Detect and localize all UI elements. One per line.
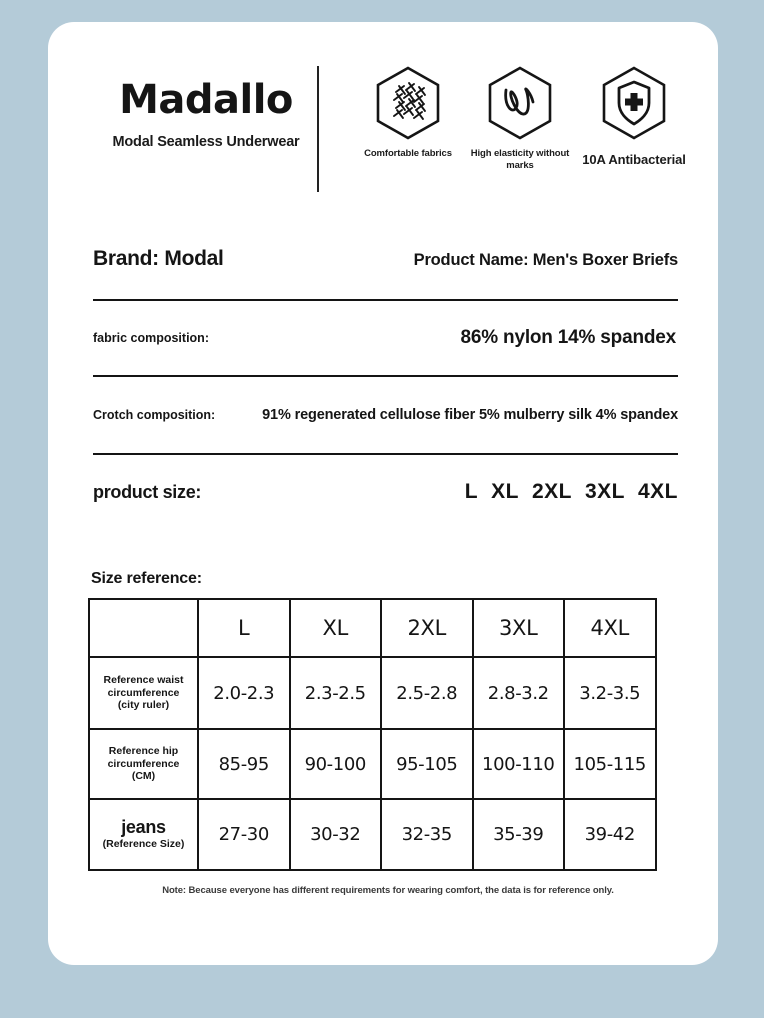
row-header-line: Reference hip (108, 745, 179, 758)
brand-tagline: Modal Seamless Underwear (112, 134, 300, 150)
table-cell: 2.8-3.2 (473, 657, 565, 729)
fabric-composition-value: 86% nylon 14% spandex (460, 327, 676, 348)
row-header-line: circumference (107, 686, 180, 699)
row-header-hip-circumference (89, 729, 198, 799)
weave-fabric-icon (354, 62, 462, 144)
product-info-card (48, 22, 718, 965)
table-cell: 90-100 (290, 729, 382, 799)
feature-label: Comfortable fabrics (364, 148, 452, 159)
column-header-xl: XL (290, 599, 382, 657)
feature-label: 10A Antibacterial (582, 152, 686, 167)
table-cell: 2.0-2.3 (198, 657, 290, 729)
table-row (89, 799, 656, 870)
row-header-line: Reference waist (103, 674, 184, 687)
spec-row-fabric-composition (93, 301, 678, 375)
table-cell: 85-95 (198, 729, 290, 799)
column-header-4xl: 4XL (564, 599, 656, 657)
size-reference-table (88, 598, 657, 871)
feature-antibacterial (580, 62, 688, 168)
product-size-values (465, 480, 678, 504)
product-spec-list (93, 247, 678, 529)
fabric-composition-label: fabric composition: (93, 331, 209, 345)
spec-row-crotch-composition (93, 377, 678, 453)
row-header-jeans-size (89, 799, 198, 870)
column-header-l: L (198, 599, 290, 657)
feature-comfortable-fabrics (354, 62, 462, 160)
size-reference-title: Size reference: (91, 570, 202, 587)
elastic-wave-icon (466, 62, 574, 144)
header-vertical-divider (317, 66, 319, 192)
size-table-note: Note: Because everyone has different requirements for wearing comfort, the data is for reference only. (162, 885, 614, 896)
row-header-line: (city ruler) (117, 699, 170, 712)
table-cell: 95-105 (381, 729, 473, 799)
brand-logo-block (101, 77, 311, 150)
product-size-option: 2XL (531, 480, 572, 503)
product-size-option: 4XL (637, 480, 678, 503)
product-size-option: L (464, 480, 479, 503)
table-cell: 105-115 (564, 729, 656, 799)
crotch-composition-label: Crotch composition: (93, 408, 216, 422)
row-header-line: (Reference Size) (102, 838, 185, 851)
spec-row-brand (93, 247, 678, 299)
table-cell: 39-42 (564, 799, 656, 870)
product-size-option: XL (491, 480, 519, 503)
card-header (48, 62, 718, 222)
table-cell: 2.3-2.5 (290, 657, 382, 729)
table-cell: 27-30 (198, 799, 290, 870)
size-reference-section (88, 570, 688, 896)
product-name-value: Product Name: Men's Boxer Briefs (413, 251, 678, 269)
table-row (89, 729, 656, 799)
table-cell: 100-110 (473, 729, 565, 799)
feature-label: High elasticity without marks (470, 148, 570, 171)
table-row (89, 657, 656, 729)
feature-high-elasticity (466, 62, 574, 172)
column-header-2xl: 2XL (381, 599, 473, 657)
table-cell: 3.2-3.5 (564, 657, 656, 729)
shield-plus-icon (580, 62, 688, 144)
product-size-label: product size: (93, 481, 202, 502)
row-header-line: jeans (121, 817, 166, 838)
table-cell: 32-35 (381, 799, 473, 870)
crotch-composition-value: 91% regenerated cellulose fiber 5% mulberry silk 4% spandex (262, 407, 678, 423)
row-header-line: (CM) (131, 770, 156, 783)
table-header-row (89, 599, 656, 657)
brand-value: Brand: Modal (93, 247, 224, 270)
table-cell: 35-39 (473, 799, 565, 870)
row-header-waist-circumference (89, 657, 198, 729)
feature-icons-group (348, 62, 698, 212)
product-size-option: 3XL (584, 480, 625, 503)
brand-logo-text: Madallo (119, 77, 293, 123)
spec-row-product-size (93, 455, 678, 529)
row-header-line: circumference (107, 757, 180, 770)
table-corner-cell (89, 599, 198, 657)
column-header-3xl: 3XL (473, 599, 565, 657)
table-cell: 30-32 (290, 799, 382, 870)
table-cell: 2.5-2.8 (381, 657, 473, 729)
